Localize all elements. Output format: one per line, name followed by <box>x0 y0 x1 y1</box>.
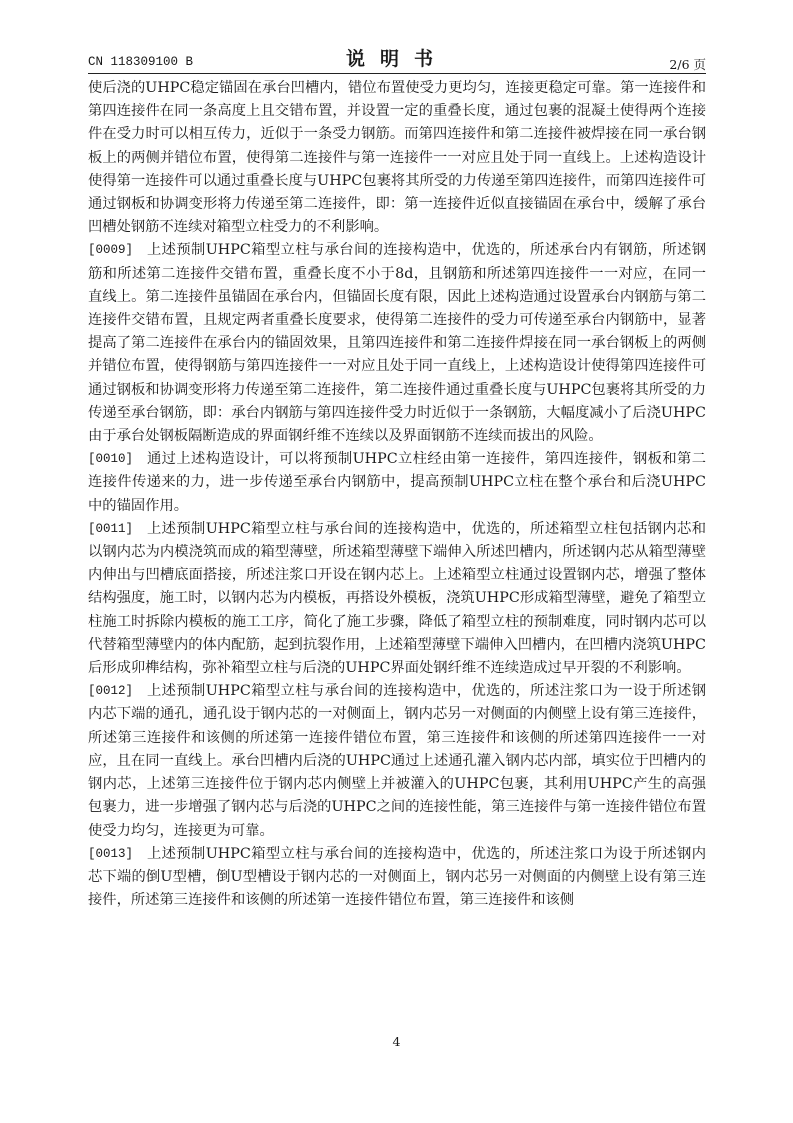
paragraph-0011 <box>88 518 706 680</box>
header-divider <box>88 73 706 74</box>
paragraph-number: [0009] <box>88 243 134 258</box>
paragraph-text: 使后浇的UHPC稳定锚固在承台凹槽内，错位布置使受力更均匀，连接更稳定可靠。第一连接件和第四连接件在同一条高度上且交错布置，并设置一定的重叠长度，通过包裹的混凝土使得两个连接件在受力时可以相互传力，近似于一条受力钢筋。而第四连接件和第二连接件被焊接在同一承台钢板上的两侧并错位布置，使得第二连接件与第一连接件一一对应且处于同一直线上。上述构造设计使得第一连接件可以通过重叠长度与UHPC包裹将其所受的力传递至第四连接件，而第四连接件可通过钢板和协调变形将力传递至第二连接件，即：第一连接件近似直接锚固在承台中，缓解了承台凹槽处钢筋不连续对箱型立柱受力的不利影响。 <box>88 80 706 236</box>
paragraph-text: 上述预制UHPC箱型立柱与承台间的连接构造中，优选的，所述箱型立柱包括钢内芯和以钢内芯为内模浇筑而成的箱型薄壁，所述箱型薄壁下端伸入所述凹槽内，所述钢内芯从箱型薄壁内伸出与凹槽底面搭接，所述注浆口开设在钢内芯上。上述箱型立柱通过设置钢内芯，增强了整体结构强度，施工时，以钢内芯为内模板，再搭设外模板，浇筑UHPC形成箱型薄壁，避免了箱型立柱施工时拆除内模板的施工工序，简化了施工步骤，降低了箱型立柱的预制难度，同时钢内芯可以代替箱型薄壁内的体内配筋，起到抗裂作用，上述箱型薄壁下端伸入凹槽内，在凹槽内浇筑UHPC后形成卯榫结构，弥补箱型立柱与后浇的UHPC界面处钢纤维不连续造成过早开裂的不利影响。 <box>88 520 706 677</box>
paragraph-text: 上述预制UHPC箱型立柱与承台间的连接构造中，优选的，所述注浆口为一设于所述钢内芯下端的通孔，通孔设于钢内芯的一对侧面上，钢内芯另一对侧面的内侧壁上设有第三连接件，所述第三连接件和该侧的所述第一连接件错位布置，第三连接件和该侧的所述第四连接件一一对应，且在同一直线上。承台凹槽内后浇的UHPC通过上述通孔灌入钢内芯内部，填实位于凹槽内的钢内芯，上述第三连接件位于钢内芯内侧壁上并被灌入的UHPC包裹，其利用UHPC产生的高强包裹力，进一步增强了钢内芯与后浇的UHPC之间的连接性能，第三连接件与第一连接件错位布置使受力均匀，连接更为可靠。 <box>88 683 706 839</box>
paragraph-0012 <box>88 680 706 842</box>
page-header <box>88 44 706 74</box>
paragraph-continuation <box>88 77 706 239</box>
paragraph-0009 <box>88 239 706 448</box>
paragraph-number: [0011] <box>88 521 134 536</box>
document-number: CN 118309100 B <box>88 55 194 69</box>
document-title: 说明书 <box>345 48 448 70</box>
page-indicator: 2/6 页 <box>669 57 706 72</box>
paragraph-text: 通过上述构造设计，可以将预制UHPC立柱经由第一连接件，第四连接件，钢板和第二连接件传递来的力，进一步传递至承台内钢筋中，提高预制UHPC立柱在整个承台和后浇UHPC中的锚固作用。 <box>88 451 706 514</box>
paragraph-0013 <box>88 843 706 913</box>
paragraph-number: [0010] <box>88 452 134 467</box>
paragraph-number: [0013] <box>88 846 134 861</box>
paragraph-number: [0012] <box>88 684 134 699</box>
document-body <box>88 77 706 912</box>
page-number: 4 <box>392 1034 401 1049</box>
paragraph-0010 <box>88 448 706 518</box>
paragraph-text: 上述预制UHPC箱型立柱与承台间的连接构造中，优选的，所述承台内有钢筋，所述钢筋和所述第二连接件交错布置，重叠长度不小于8d，且钢筋和所述第四连接件一一对应，在同一直线上。第二连接件虽锚固在承台内，但锚固长度有限，因此上述构造通过设置承台内钢筋与第二连接件交错布置，且规定两者重叠长度要求，使得第二连接件的受力可传递至承台内钢筋中，显著提高了第二连接件在承台内的锚固效果，且第四连接件和第二连接件焊接在同一承台钢板上的两侧并错位布置，使得钢筋与第四连接件一一对应且处于同一直线上，上述构造设计使得第四连接件可通过钢板和协调变形将力传递至第二连接件，第二连接件通过重叠长度与UHPC包裹将其所受的力传递至承台钢筋，即：承台内钢筋与第四连接件受力时近似于一条钢筋，大幅度减小了后浇UHPC由于承台处钢板隔断造成的界面钢纤维不连续以及界面钢筋不连续而拔出的风险。 <box>88 242 706 445</box>
paragraph-text: 上述预制UHPC箱型立柱与承台间的连接构造中，优选的，所述注浆口为设于所述钢内芯下端的倒U型槽，倒U型槽设于钢内芯的一对侧面上，钢内芯另一对侧面的内侧壁上设有第三连接件，所述第三连接件和该侧的所述第一连接件错位布置，第三连接件和该侧 <box>88 845 706 909</box>
